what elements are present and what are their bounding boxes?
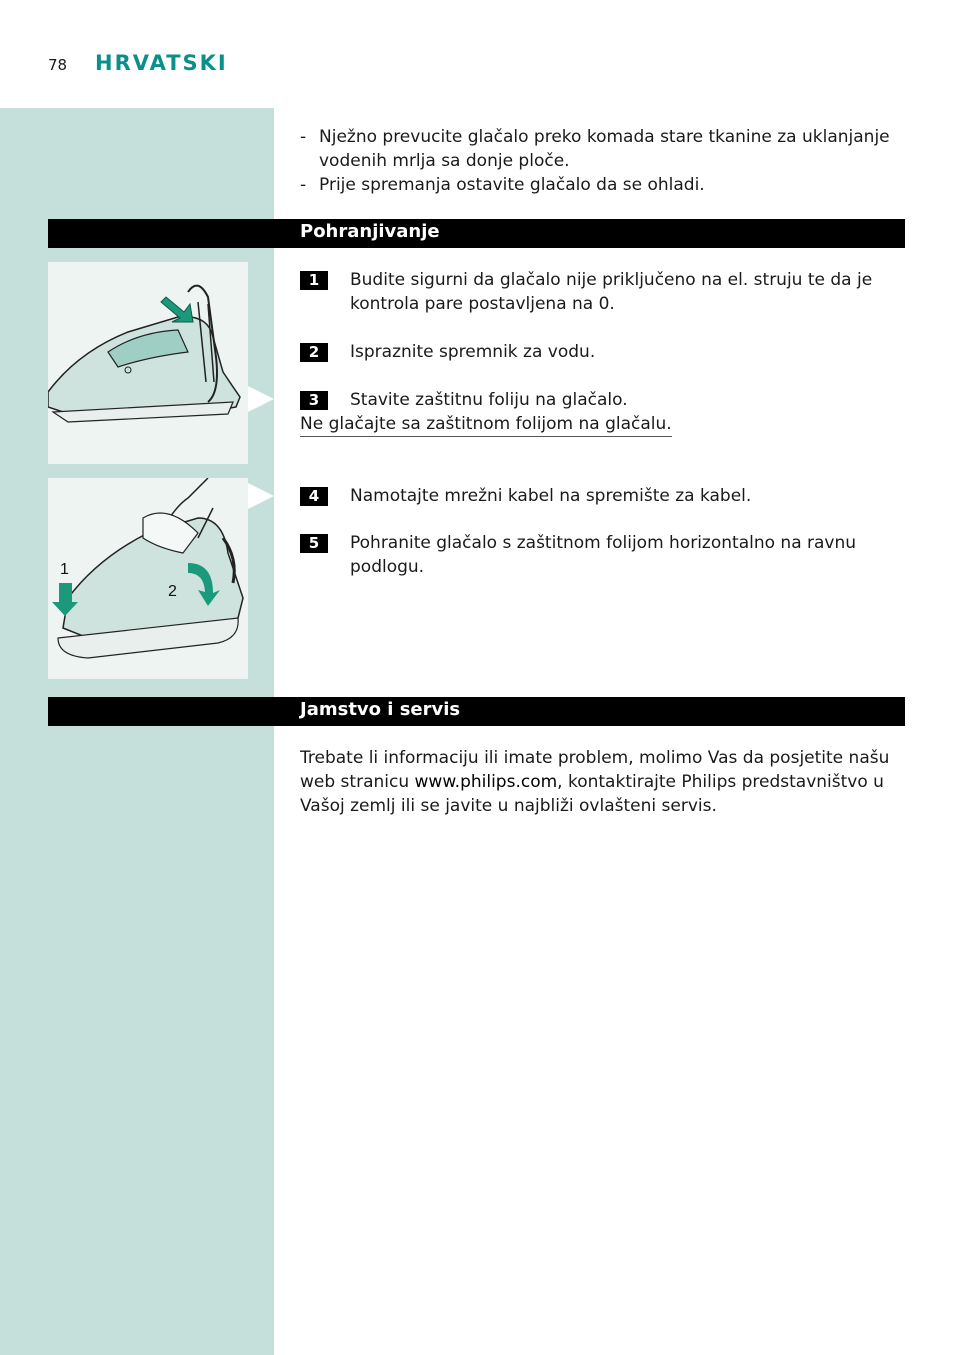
- section-header-storage: [48, 219, 905, 248]
- step-3: [300, 388, 905, 412]
- pointer-notch: [248, 483, 274, 509]
- step-2: [300, 340, 905, 364]
- figure-label-2: 2: [168, 583, 177, 600]
- step-5: [300, 531, 905, 579]
- step-number: 4: [300, 487, 328, 506]
- language-title: HRVATSKI: [95, 51, 228, 75]
- step-1: [300, 268, 905, 316]
- step-text: Pohranite glačalo s zaštitnom folijom horizontalno na ravnu podlogu.: [350, 533, 857, 577]
- website-link[interactable]: www.philips.com: [414, 772, 558, 792]
- step-number: 2: [300, 343, 328, 362]
- figure-label-1: 1: [60, 561, 69, 578]
- step-text: Namotajte mrežni kabel na spremište za kabel.: [350, 486, 752, 506]
- section-header-warranty: [48, 697, 905, 726]
- iron-winding-icon: [48, 478, 248, 679]
- section-title: Jamstvo i servis: [300, 699, 461, 720]
- list-item: - Prije spremanja ostavite glačalo da se ohladi.: [300, 175, 705, 195]
- warning-note: Ne glačajte sa zaštitnom folijom na glačalu.: [300, 412, 672, 437]
- pointer-notch: [248, 386, 274, 412]
- storage-illustration-2: [48, 478, 248, 679]
- intro-list: [300, 125, 900, 197]
- step-number: 3: [300, 391, 328, 410]
- step-number: 1: [300, 271, 328, 290]
- step-text: Budite sigurni da glačalo nije priključeno na el. struju te da je kontrola pare postavljena na 0.: [350, 270, 873, 314]
- list-item: - Nježno prevucite glačalo preko komada stare tkanine za uklanjanje vodenih mrlja sa donje ploče.: [300, 127, 890, 171]
- step-4: [300, 484, 905, 508]
- page-number: 78: [48, 56, 68, 74]
- step-number: 5: [300, 534, 328, 553]
- step-text: Stavite zaštitnu foliju na glačalo.: [350, 390, 628, 410]
- storage-illustration-1: [48, 262, 248, 464]
- step-text: Ispraznite spremnik za vodu.: [350, 342, 596, 362]
- warranty-paragraph: Trebate li informaciju ili imate problem, molimo Vas da posjetite našu web stranicu www.philips.com, kontaktirajte Philips predstavništvo u Vašoj zemlj ili se javite u najbliži ovlašteni servis.: [300, 748, 890, 816]
- iron-cord-icon: [48, 262, 248, 464]
- section-title: Pohranjivanje: [300, 221, 440, 242]
